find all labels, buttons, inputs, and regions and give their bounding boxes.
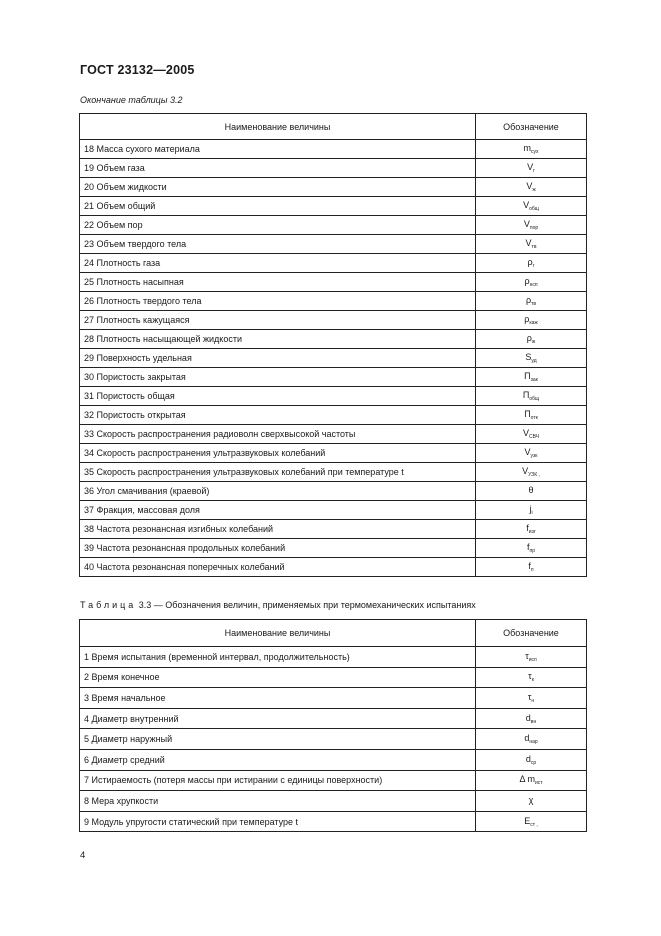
- quantity-name: 24 Плотность газа: [80, 254, 476, 273]
- table-row: [80, 235, 587, 254]
- symbol-subscript: нсп: [529, 282, 538, 288]
- symbol-subscript: ж: [531, 339, 536, 345]
- column-header-symbol: Обозначение: [476, 620, 587, 647]
- quantity-symbol: [476, 140, 587, 159]
- symbol-subscript: общ: [529, 396, 540, 402]
- quantity-symbol: [476, 811, 587, 832]
- symbol-base: θ: [528, 485, 534, 495]
- table-row: [80, 349, 587, 368]
- quantity-symbol: [476, 425, 587, 444]
- table-row: [80, 159, 587, 178]
- quantity-name: 36 Угол смачивания (краевой): [80, 482, 476, 501]
- quantity-symbol: [476, 558, 587, 577]
- quantity-name: 19 Объем газа: [80, 159, 476, 178]
- table-row: [80, 197, 587, 216]
- quantity-symbol: [476, 482, 587, 501]
- symbol-base: j: [529, 504, 532, 514]
- symbol-subscript: изг: [528, 529, 536, 535]
- table-caption-lead: Таблица: [80, 600, 137, 610]
- quantity-symbol: [476, 311, 587, 330]
- symbol-subscript: г: [533, 168, 535, 174]
- document-code: ГОСТ 23132—2005: [80, 63, 195, 77]
- table-header-row: [80, 114, 587, 140]
- quantity-symbol: [476, 770, 587, 791]
- quantity-name: 33 Скорость распространения радиоволн сверхвысокой частоты: [80, 425, 476, 444]
- quantity-symbol: [476, 216, 587, 235]
- table-row: [80, 444, 587, 463]
- symbol-base: m: [523, 143, 531, 153]
- symbol-subscript: каж: [529, 320, 538, 326]
- quantity-symbol: [476, 444, 587, 463]
- symbol-base: d: [525, 712, 531, 723]
- quantity-symbol: [476, 273, 587, 292]
- quantity-name: 20 Объем жидкости: [80, 178, 476, 197]
- quantity-name: 37 Фракция, массовая доля: [80, 501, 476, 520]
- symbol-subscript: ист: [534, 780, 543, 787]
- symbol-base: S: [525, 352, 532, 362]
- table-3-3: [79, 619, 587, 832]
- symbol-subscript: ж: [532, 187, 536, 193]
- quantity-symbol: [476, 197, 587, 216]
- quantity-name: 27 Плотность кажущаяся: [80, 311, 476, 330]
- symbol-base: ρ: [524, 314, 530, 324]
- symbol-base: V: [525, 238, 532, 248]
- table-row: [80, 501, 587, 520]
- quantity-name: 39 Частота резонансная продольных колебаний: [80, 539, 476, 558]
- symbol-subscript: г: [532, 263, 535, 269]
- quantity-symbol: [476, 406, 587, 425]
- table-row: [80, 330, 587, 349]
- quantity-name: 25 Плотность насыпная: [80, 273, 476, 292]
- table-row: [80, 708, 587, 729]
- symbol-base: ρ: [526, 333, 532, 343]
- quantity-symbol: [476, 539, 587, 558]
- table-row: [80, 425, 587, 444]
- symbol-subscript: узк: [530, 453, 538, 459]
- symbol-base: χ: [528, 794, 534, 805]
- symbol-base: П: [524, 371, 531, 381]
- symbol-base: П: [522, 390, 530, 400]
- table-row: [80, 178, 587, 197]
- symbol-base: V: [524, 447, 531, 457]
- symbol-base: τ: [527, 691, 532, 702]
- symbol-subscript: пор: [529, 225, 539, 231]
- quantity-symbol: [476, 254, 587, 273]
- quantity-name: 34 Скорость распространения ультразвуковых колебаний: [80, 444, 476, 463]
- quantity-symbol: [476, 368, 587, 387]
- table-row: [80, 667, 587, 688]
- table-row: [80, 368, 587, 387]
- quantity-symbol: [476, 729, 587, 750]
- symbol-base: τ: [525, 650, 529, 661]
- quantity-name: 3 Время начальное: [80, 688, 476, 709]
- symbol-base: ρ: [525, 295, 532, 305]
- quantity-name: 40 Частота резонансная поперечных колебаний: [80, 558, 476, 577]
- quantity-name: 35 Скорость распространения ультразвуковых колебаний при температуре t: [80, 463, 476, 482]
- symbol-subscript: общ: [529, 206, 539, 212]
- table-row: [80, 482, 587, 501]
- symbol-subscript: тв: [531, 244, 537, 250]
- symbol-base: Δ m: [519, 774, 535, 785]
- symbol-base: ρ: [527, 257, 533, 267]
- quantity-name: 8 Мера хрупкости: [80, 791, 476, 812]
- table-row: [80, 749, 587, 770]
- quantity-symbol: [476, 647, 587, 668]
- quantity-name: 6 Диаметр средний: [80, 749, 476, 770]
- table-row: [80, 140, 587, 159]
- quantity-symbol: [476, 791, 587, 812]
- quantity-name: 32 Пористость открытая: [80, 406, 476, 425]
- quantity-name: 29 Поверхность удельная: [80, 349, 476, 368]
- symbol-subscript: i: [531, 510, 533, 516]
- quantity-name: 7 Истираемость (потеря массы при истирании с единицы поверхности): [80, 770, 476, 791]
- quantity-symbol: [476, 349, 587, 368]
- quantity-name: 5 Диаметр наружный: [80, 729, 476, 750]
- quantity-symbol: [476, 330, 587, 349]
- table-caption: Окончание таблицы 3.2: [80, 95, 183, 105]
- quantity-name: 22 Объем пор: [80, 216, 476, 235]
- symbol-base: V: [523, 219, 530, 229]
- quantity-name: 38 Частота резонансная изгибных колебаний: [80, 520, 476, 539]
- symbol-subscript: пр: [529, 548, 535, 554]
- table-header-row: [80, 620, 587, 647]
- quantity-name: 21 Объем общий: [80, 197, 476, 216]
- quantity-symbol: [476, 749, 587, 770]
- symbol-base: f: [528, 561, 531, 571]
- column-header-name: Наименование величины: [80, 114, 476, 140]
- symbol-base: П: [524, 409, 531, 419]
- symbol-subscript: зак: [530, 377, 538, 383]
- quantity-symbol: [476, 387, 587, 406]
- table-row: [80, 216, 587, 235]
- quantity-name: 2 Время конечное: [80, 667, 476, 688]
- table-row: [80, 387, 587, 406]
- quantity-name: 18 Масса сухого материала: [80, 140, 476, 159]
- table-3-2: [79, 113, 587, 577]
- column-header-name: Наименование величины: [80, 620, 476, 647]
- quantity-name: 9 Модуль упругости статический при температуре t: [80, 811, 476, 832]
- symbol-subscript: СВЧ: [528, 434, 540, 440]
- symbol-base: τ: [528, 671, 532, 682]
- symbol-base: V: [522, 428, 529, 438]
- symbol-subscript: к: [531, 677, 534, 684]
- symbol-base: ρ: [524, 276, 530, 286]
- table-row: [80, 254, 587, 273]
- quantity-name: 28 Плотность насыщающей жидкости: [80, 330, 476, 349]
- table-row: [80, 811, 587, 832]
- symbol-base: E: [524, 815, 531, 826]
- symbol-subscript: п: [530, 567, 534, 573]
- table-row: [80, 729, 587, 750]
- quantity-name: 23 Объем твердого тела: [80, 235, 476, 254]
- symbol-base: d: [525, 753, 531, 764]
- quantity-symbol: [476, 667, 587, 688]
- symbol-subscript: сух: [531, 149, 539, 155]
- quantity-symbol: [476, 235, 587, 254]
- quantity-symbol: [476, 708, 587, 729]
- symbol-base: f: [526, 523, 529, 533]
- table-caption: [80, 600, 476, 610]
- quantity-symbol: [476, 501, 587, 520]
- table-row: [80, 520, 587, 539]
- quantity-name: 31 Пористость общая: [80, 387, 476, 406]
- symbol-base: V: [526, 181, 533, 191]
- symbol-subscript: вн: [530, 718, 537, 725]
- symbol-base: V: [523, 200, 530, 210]
- table-row: [80, 647, 587, 668]
- symbol-subscript: УЗК ,: [528, 472, 540, 478]
- symbol-subscript: исп: [528, 656, 537, 663]
- symbol-base: V: [522, 466, 529, 476]
- table-row: [80, 273, 587, 292]
- quantity-symbol: [476, 292, 587, 311]
- table-row: [80, 311, 587, 330]
- symbol-subscript: ст ,: [530, 821, 538, 828]
- table-row: [80, 558, 587, 577]
- page-number: 4: [80, 850, 86, 861]
- symbol-base: f: [526, 542, 530, 552]
- table-row: [80, 688, 587, 709]
- quantity-symbol: [476, 463, 587, 482]
- table-row: [80, 770, 587, 791]
- symbol-subscript: н: [531, 697, 535, 704]
- table-caption-text: 3.3 — Обозначения величин, применяемых при термомеханических испытаниях: [136, 600, 476, 610]
- symbol-subscript: ср: [530, 759, 537, 766]
- quantity-name: 4 Диаметр внутренний: [80, 708, 476, 729]
- symbol-base: d: [524, 733, 530, 744]
- quantity-symbol: [476, 688, 587, 709]
- quantity-symbol: [476, 520, 587, 539]
- table-row: [80, 791, 587, 812]
- table-row: [80, 539, 587, 558]
- quantity-symbol: [476, 159, 587, 178]
- quantity-name: 26 Плотность твердого тела: [80, 292, 476, 311]
- quantity-name: 1 Время испытания (временной интервал, продолжительность): [80, 647, 476, 668]
- table-row: [80, 406, 587, 425]
- symbol-subscript: тв: [531, 301, 537, 307]
- quantity-name: 30 Пористость закрытая: [80, 368, 476, 387]
- column-header-symbol: Обозначение: [476, 114, 587, 140]
- table-row: [80, 463, 587, 482]
- symbol-subscript: нар: [529, 739, 538, 746]
- table-row: [80, 292, 587, 311]
- symbol-base: V: [527, 162, 534, 172]
- symbol-subscript: уд: [531, 358, 537, 364]
- quantity-symbol: [476, 178, 587, 197]
- symbol-subscript: отк: [530, 415, 538, 421]
